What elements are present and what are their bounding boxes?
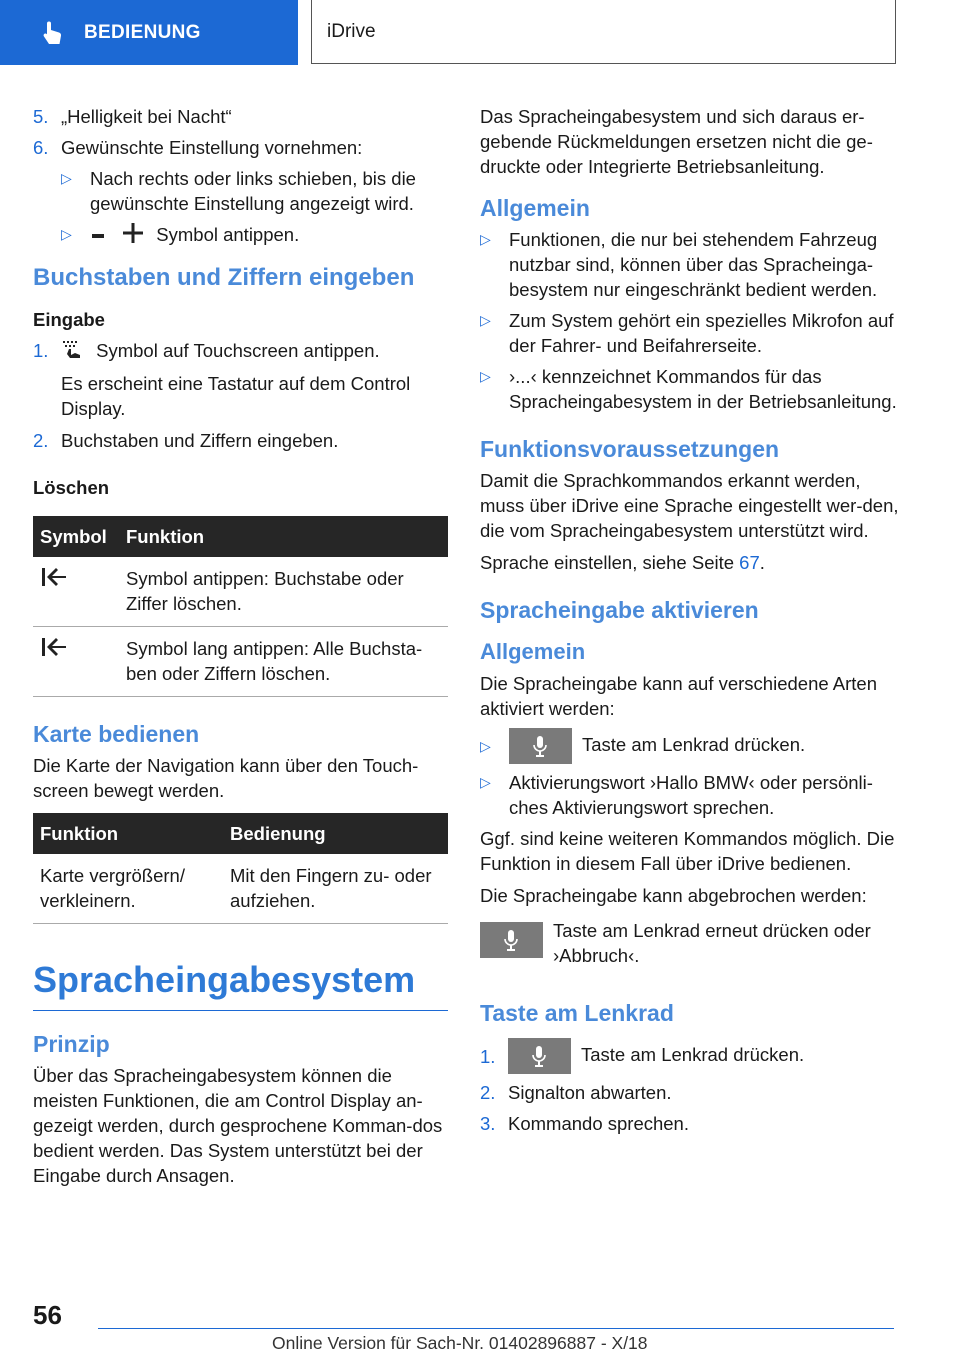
triangle-bullet-icon: ▷ (61, 226, 72, 242)
delete-table: Symbol Funktion Symbol antippen: Buchstabe oder Ziffer löschen. Symbol lang antippen: Alle Buchsta-ben oder Ziffern löschen. (33, 516, 448, 697)
backspace-icon (40, 641, 70, 662)
keyboard-icon (61, 339, 83, 365)
hand-tap-icon (40, 20, 66, 46)
table-row: Symbol lang antippen: Alle Buchsta-ben oder Ziffern löschen. (33, 627, 448, 697)
left-column: 5. „Helligkeit bei Nacht“ 6. Gewünschte Einstellung vornehmen: ▷ Nach rechts oder links schieben, bis die gewünschte Einstellung angezeigt wird. ▷ Symbol antippen. Buchstaben und Ziffern eingeben Eingabe 1. Symbol auf Touchscreen antippen. Es erscheint eine Tastatur auf dem Control Display. 2. Buchstaben und Ziffern eingeben. Löschen Symbol Funktion Symbol antippen: Buchstabe oder Ziffer löschen. Symbol lang antippen: Alle Buchsta-ben oder Ziffern löschen. Karte bedienen Die Karte der Navigation kann über den Touch-screen bewegt werden. Funktion Bedienung Karte vergrößern/ verkleinern. Mit den Fingern zu- oder aufziehen. Spracheingabesystem Prinzip Über das Spracheingabesystem können die meisten Funktionen, die am Control Display an-gezeigt werden, durch gesprochene Komman-dos bedient werden. Das System unterstützt bei der Eingabe durch Ansagen. (33, 104, 448, 1195)
section-heading: Spracheingabe aktivieren (480, 597, 759, 623)
list-item: 2. Buchstaben und Ziffern eingeben. (33, 430, 339, 452)
sub-item: ▷ Symbol antippen. (61, 222, 448, 249)
section-label: BEDIENUNG (84, 21, 201, 43)
microphone-icon (480, 922, 543, 958)
section-tab (0, 0, 298, 65)
list-item: 3. Kommando sprechen. (480, 1113, 689, 1134)
cancel-row: Taste am Lenkrad erneut drücken oder ›Abbruch‹. (480, 918, 900, 968)
list-item: ▷ Aktivierungswort ›Hallo BMW‹ oder persönli-ches Aktivierungswort sprechen. (480, 772, 873, 818)
list-item: 2. Signalton abwarten. (480, 1082, 672, 1103)
subheading: Eingabe (33, 309, 105, 331)
microphone-icon (509, 728, 572, 764)
section-heading: Funktionsvoraussetzungen (480, 436, 780, 462)
backspace-icon (40, 571, 70, 592)
sub-item: ▷ Nach rechts oder links schieben, bis die gewünschte Einstellung angezeigt wird. (61, 168, 416, 214)
list-item: ▷ Zum System gehört ein spezielles Mikrofon auf der Fahrer- und Beifahrerseite. (480, 310, 894, 356)
page-number: 56 (33, 1300, 62, 1330)
chapter-title: iDrive (327, 20, 376, 42)
section-heading: Karte bedienen (33, 721, 200, 748)
footer-divider (98, 1328, 894, 1329)
map-table: Funktion Bedienung Karte vergrößern/ verkleinern. Mit den Fingern zu- oder aufziehen. (33, 813, 448, 924)
section-heading: Buchstaben und Ziffern eingeben (33, 264, 415, 292)
list-item: 1. Symbol auf Touchscreen antippen. (33, 338, 448, 365)
list-item: ▷ Funktionen, die nur bei stehendem Fahrzeug nutzbar sind, können über das Spracheinga-besystem nur eingeschränkt bedient werden. (480, 229, 878, 300)
triangle-bullet-icon: ▷ (61, 170, 72, 186)
page-link[interactable]: 67 (739, 552, 760, 573)
subheading: Löschen (33, 477, 110, 499)
right-column: Das Spracheingabesystem und sich daraus er-gebende Rückmeldungen ersetzen nicht die ge-druckte oder Integrierte Betriebsanleitung. Allgemein ▷ Funktionen, die nur bei stehendem Fahrzeug nutzbar sind, können über das Spracheinga-besystem nur eingeschränkt bedient werden. ▷ Zum System gehört ein spezielles Mikrofon auf der Fahrer- und Beifahrerseite. ▷ ›...‹ kennzeichnet Kommandos für das Spracheingabesystem in der Betriebsanleitung. Funktionsvoraussetzungen Damit die Sprachkommandos erkannt werden, muss über iDrive eine Sprache eingestellt wer-den, die vom Spracheingabesystem unterstützt wird. Sprache einstellen, siehe Seite 67. Spracheingabe aktivieren Allgemein Die Spracheingabe kann auf verschiedene Arten aktiviert werden: ▷ Taste am Lenkrad drücken. ▷ Aktivierungswort ›Hallo BMW‹ oder persönli-ches Aktivierungswort sprechen. Ggf. sind keine weiteren Kommandos möglich. Die Funktion in diesem Fall über iDrive bedienen. Die Spracheingabe kann abgebrochen werden: Taste am Lenkrad erneut drücken oder ›Abbruch‹. Taste am Lenkrad 1. Taste am Lenkrad drücken. 2. Signalton abwarten. 3. Kommando sprechen. (480, 106, 899, 1134)
triangle-bullet-icon: ▷ (480, 312, 491, 328)
list-item: 1. Taste am Lenkrad drücken. (480, 1038, 900, 1074)
chapter-title-box (311, 0, 896, 64)
triangle-bullet-icon: ▷ (480, 368, 491, 384)
section-heading: Allgemein (480, 195, 590, 221)
plus-icon (123, 223, 143, 249)
list-item: 5. „Helligkeit bei Nacht“ (33, 106, 232, 127)
triangle-bullet-icon: ▷ (480, 231, 491, 247)
footer-online-version: Online Version für Sach-Nr. 01402896887 - X/18 (272, 1333, 648, 1353)
list-item: 6. Gewünschte Einstellung vornehmen: (33, 137, 363, 158)
section-heading: Prinzip (33, 1031, 110, 1058)
microphone-icon (508, 1038, 571, 1074)
subheading: Allgemein (480, 639, 586, 664)
list-item: ▷ ›...‹ kennzeichnet Kommandos für das Spracheingabesystem in der Betriebsanleitung. (480, 366, 897, 412)
minus-icon (92, 234, 104, 238)
chapter-heading: Spracheingabesystem (33, 958, 448, 1011)
table-row: Symbol antippen: Buchstabe oder Ziffer löschen. (33, 557, 448, 627)
triangle-bullet-icon: ▷ (480, 774, 491, 790)
section-heading: Taste am Lenkrad (480, 1000, 674, 1026)
triangle-bullet-icon: ▷ (480, 737, 491, 754)
list-item: ▷ Taste am Lenkrad drücken. (480, 728, 900, 764)
table-row: Karte vergrößern/ verkleinern. Mit den Fingern zu- oder aufziehen. (33, 854, 448, 924)
